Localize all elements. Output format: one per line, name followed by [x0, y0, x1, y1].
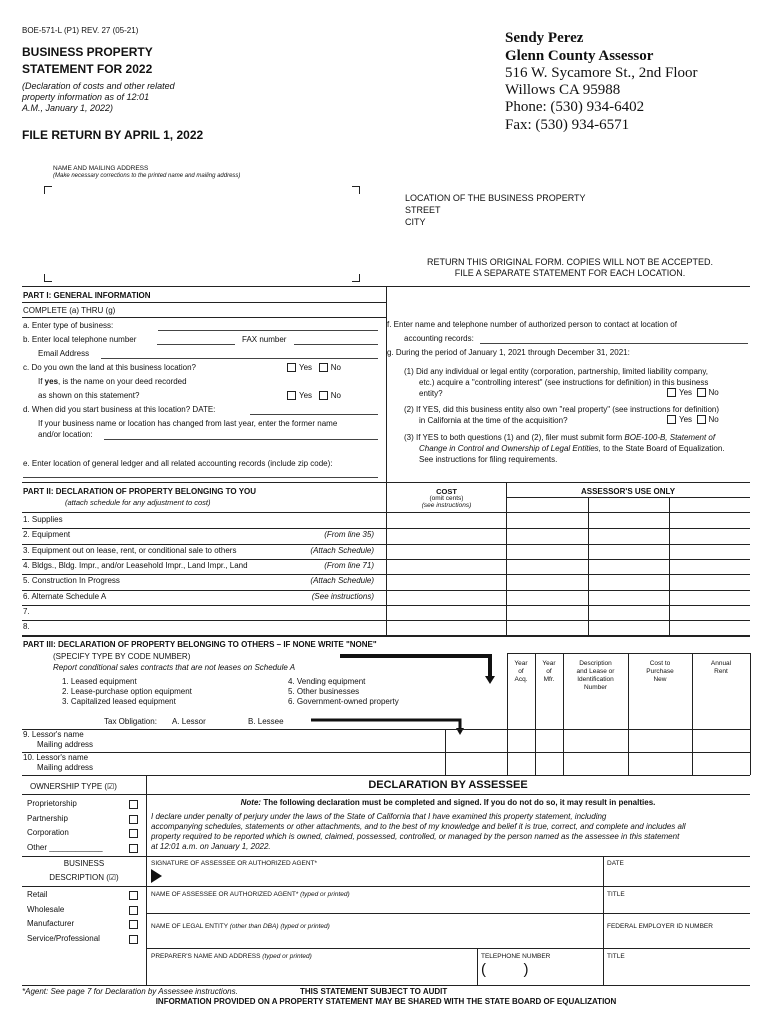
checkbox[interactable] — [129, 800, 138, 809]
phone-input[interactable] — [157, 344, 235, 345]
checkbox[interactable] — [129, 891, 138, 900]
fax-input[interactable] — [294, 344, 378, 345]
form-title-line2: STATEMENT FOR 2022 — [22, 62, 153, 76]
controlling-interest-choice[interactable]: Yes No — [667, 388, 719, 397]
part1-complete: COMPLETE (a) THRU (g) — [23, 306, 116, 315]
location-label: LOCATION OF THE BUSINESS PROPERTY — [405, 193, 586, 203]
checkbox[interactable] — [129, 935, 138, 944]
part3-column-header: Description and Lease or Identification Number — [576, 660, 615, 691]
cost-note-omit-cents: (omit cents) — [429, 495, 464, 502]
lessor-9: 9. Lessor's name Mailing address — [23, 730, 94, 749]
real-property-choice[interactable]: Yes No — [667, 415, 719, 424]
part2-row-label: 7. — [23, 606, 30, 616]
former-location-label: and/or location: — [38, 430, 93, 439]
ownership-type-item[interactable] — [27, 828, 141, 837]
mailing-address-label: NAME AND MAILING ADDRESS — [53, 165, 149, 172]
part2-cost-cell[interactable] — [387, 513, 505, 527]
start-date-input[interactable] — [250, 414, 378, 415]
business-type-label: a. Enter type of business: — [23, 321, 114, 330]
checkbox-yes[interactable] — [667, 415, 676, 424]
signature-label: SIGNATURE OF ASSESSEE OR AUTHORIZED AGENT* — [151, 860, 318, 867]
declaration-text: I declare under penalty of perjury under the laws of the State of California that I have examined this property statement, including accompanying schedules, statements or other attachments, and to the best of my knowledge and belief it is true, correct, and complete and includes all property required to be reported which is owned, claimed, possessed, controlled, or managed by the person named as the assessee in this statement at 12:01 a.m. on January 1, 2022. — [151, 812, 686, 851]
declaration-note: Note: The following declaration must be completed and signed. If you do not do so, it may result in penalties. — [240, 798, 656, 807]
checkbox[interactable] — [129, 844, 138, 853]
part2-row-reference: (Attach Schedule) — [310, 576, 374, 586]
business-description-item[interactable] — [27, 890, 141, 899]
lessor-option[interactable]: A. Lessor — [172, 717, 206, 726]
subtitle-line1: (Declaration of costs and other related — [22, 81, 175, 91]
controlling-interest-question: (1) Did any individual or legal entity (corporation, partnership, limited liability company, etc.) acquire a "controlling interest" (see instructions for definition) in this business entity? — [404, 367, 709, 398]
form-title-line1: BUSINESS PROPERTY — [22, 45, 153, 59]
subtitle-line3: A.M., January 1, 2022) — [22, 103, 114, 113]
part2-row-reference: (From line 35) — [324, 530, 374, 540]
start-date-label: d. When did you start business at this location? DATE: — [23, 405, 216, 414]
ownership-type-item[interactable] — [27, 843, 141, 852]
date-field[interactable] — [607, 868, 747, 885]
corner-mark — [44, 186, 52, 194]
lessee-option[interactable]: B. Lessee — [248, 717, 284, 726]
ownership-heading: OWNERSHIP TYPE (☑) — [30, 782, 117, 791]
part2-row-label: 5. Construction In Progress — [23, 576, 120, 586]
part2-cost-cell[interactable] — [387, 605, 505, 619]
fax-label: FAX number — [242, 335, 287, 344]
preparer-label: PREPARER'S NAME AND ADDRESS (typed or printed) — [151, 953, 312, 960]
title-label: TITLE — [607, 891, 625, 898]
checkbox-yes[interactable] — [287, 363, 296, 372]
audit-notice: THIS STATEMENT SUBJECT TO AUDIT — [300, 987, 448, 996]
part2-row-divider — [22, 574, 750, 575]
part3-column-header: Year of Acq. — [514, 660, 528, 683]
part2-heading: PART II: DECLARATION OF PROPERTY BELONGING TO YOU — [23, 487, 257, 496]
ownership-type-item[interactable] — [27, 814, 141, 823]
mailing-address-box[interactable] — [44, 186, 360, 282]
part2-row-divider — [22, 590, 750, 591]
business-description-label: Wholesale — [27, 904, 65, 914]
checkbox-no[interactable] — [697, 415, 706, 424]
part2-row-divider — [22, 620, 750, 621]
former-name-label: If your business name or location has changed from last year, enter the former name — [38, 419, 338, 428]
checkbox-yes[interactable] — [667, 388, 676, 397]
business-description-label: Manufacturer — [27, 919, 75, 928]
part2-row-label: 3. Equipment out on lease, rent, or conditional sale to others — [23, 545, 237, 555]
signature-field[interactable] — [170, 868, 600, 885]
mailing-address-note: (Make necessary corrections to the printed name and mailing address) — [53, 173, 241, 179]
part2-row-divider — [22, 544, 750, 545]
lessor-10: 10. Lessor's name Mailing address — [23, 753, 94, 772]
ownership-type-label: Other ____________ — [27, 842, 103, 852]
telephone-label: TELEPHONE NUMBER — [481, 953, 551, 960]
location-city: CITY — [405, 217, 426, 227]
period-label: g. During the period of January 1, 2021 through December 31, 2021: — [387, 348, 630, 357]
sign-here-arrow-icon — [151, 869, 163, 883]
subtitle-line2: property information as of 12:01 — [22, 92, 150, 102]
assessor-street: 516 W. Sycamore St., 2nd Floor — [505, 65, 698, 81]
assessor-phone: Phone: (530) 934-6402 — [505, 99, 645, 115]
part3-heading: PART III: DECLARATION OF PROPERTY BELONGING TO OTHERS – IF NONE WRITE "NONE" — [23, 640, 377, 649]
corner-mark — [352, 274, 360, 282]
part2-row-label: 2. Equipment — [23, 530, 71, 540]
assessor-office: Glenn County Assessor — [505, 48, 654, 64]
own-land-label: c. Do you own the land at this business location? — [23, 363, 196, 372]
checkbox-yes[interactable] — [287, 391, 296, 400]
title2-label: TITLE — [607, 953, 625, 960]
part2-cost-cell[interactable] — [387, 590, 505, 604]
cost-header: COST — [436, 487, 457, 496]
ledger-location-input[interactable] — [23, 477, 378, 478]
part2-row-reference: (Attach Schedule) — [310, 545, 374, 555]
tax-obligation-label: Tax Obligation: — [104, 717, 157, 726]
return-notice-line1: RETURN THIS ORIGINAL FORM. COPIES WILL NOT BE ACCEPTED. — [426, 257, 714, 267]
part2-cost-cell[interactable] — [387, 574, 505, 588]
real-property-question: (2) If YES, did this business entity also own "real property" (see instructions for definition) in California at the time of the acquisition? — [404, 405, 720, 425]
checkbox[interactable] — [129, 920, 138, 929]
checkbox-no[interactable] — [319, 363, 328, 372]
assessor-name: Sendy Perez — [505, 30, 584, 46]
fein-label: FEDERAL EMPLOYER ID NUMBER — [607, 923, 713, 930]
codes-left: 1. Leased equipment 2. Lease-purchase option equipment 3. Capitalized leased equipment — [62, 677, 192, 706]
part2-row-label: 1. Supplies — [23, 515, 63, 524]
telephone-field[interactable]: ( ) — [481, 961, 529, 978]
arrow-to-lessor-rows — [311, 716, 471, 740]
business-description-item[interactable] — [27, 919, 141, 928]
ownership-type-label: Corporation — [27, 828, 69, 837]
part2-row-reference: (See instructions) — [311, 591, 374, 601]
business-description-item[interactable] — [27, 905, 141, 914]
business-type-input[interactable] — [158, 330, 378, 331]
deed-shown-label: as shown on this statement? — [38, 391, 140, 400]
email-input[interactable] — [101, 358, 378, 359]
checkbox[interactable] — [129, 829, 138, 838]
assessor-fax: Fax: (530) 934-6571 — [505, 117, 630, 133]
corner-mark — [352, 186, 360, 194]
boe-sharing-notice: INFORMATION PROVIDED ON A PROPERTY STATEMENT MAY BE SHARED WITH THE STATE BOARD OF EQUALIZATION — [155, 997, 617, 1006]
part2-subheading: (attach schedule for any adjustment to cost) — [65, 498, 211, 507]
ledger-location-label: e. Enter location of general ledger and all related accounting records (include zip code): — [23, 459, 333, 468]
phone-label: b. Enter local telephone number — [23, 335, 137, 344]
assessors-use-header: ASSESSOR'S USE ONLY — [580, 487, 676, 496]
contact-person-label: f. Enter name and telephone number of authorized person to contact at location of — [387, 320, 677, 329]
agent-name-label: NAME OF ASSESSEE OR AUTHORIZED AGENT* (typed or printed) — [151, 891, 350, 898]
part2-cost-cell[interactable] — [387, 559, 505, 573]
agent-footnote: *Agent: See page 7 for Declaration by Assessee instructions. — [22, 987, 238, 996]
assessor-city: Willows CA 95988 — [505, 82, 621, 98]
date-label: DATE — [607, 860, 624, 867]
codes-right: 4. Vending equipment 5. Other businesses 6. Government-owned property — [288, 677, 399, 706]
ownership-type-label: Proprietorship — [27, 799, 77, 808]
part1-heading: PART I: GENERAL INFORMATION — [23, 291, 151, 300]
checkbox[interactable] — [129, 906, 138, 915]
contact-person-input[interactable] — [480, 343, 748, 344]
deed-label: If yes, is the name on your deed recorded — [38, 377, 187, 386]
corner-mark — [44, 274, 52, 282]
accounting-records-label: accounting records: — [404, 334, 474, 343]
location-street: STREET — [405, 205, 441, 215]
form-id: BOE-571-L (P1) REV. 27 (05-21) — [22, 26, 139, 35]
part2-row-label: 8. — [23, 622, 30, 632]
business-description-label: Retail — [27, 890, 48, 899]
return-notice-line2: FILE A SEPARATE STATEMENT FOR EACH LOCATION. — [454, 268, 686, 278]
part2-cost-cell[interactable] — [387, 544, 505, 558]
part3-column-header: Year of Mfr. — [542, 660, 556, 683]
checkbox-no[interactable] — [697, 388, 706, 397]
part3-column-header: Annual Rent — [710, 660, 732, 675]
part2-row-label: 4. Bldgs., Bldg. Impr., and/or Leasehold Impr., Land Impr., Land — [23, 560, 248, 570]
return-notice — [400, 257, 740, 279]
part2-row-reference: (From line 71) — [324, 560, 374, 570]
part2-row-divider — [22, 559, 750, 560]
part2-cost-cell[interactable] — [387, 620, 505, 634]
part2-row-divider — [22, 605, 750, 606]
part3-column-header: Cost to Purchase New — [646, 660, 674, 683]
deed-choice[interactable]: Yes No — [287, 391, 341, 400]
business-description-item[interactable] — [27, 934, 141, 943]
file-return-deadline: FILE RETURN BY APRIL 1, 2022 — [22, 128, 204, 142]
declaration-heading: DECLARATION BY ASSESSEE — [368, 779, 528, 791]
business-description-heading: BUSINESS — [63, 859, 105, 868]
ownership-type-item[interactable] — [27, 799, 141, 808]
legal-entity-label: NAME OF LEGAL ENTITY (other than DBA) (typed or printed) — [151, 923, 330, 930]
location-block[interactable] — [405, 192, 586, 228]
part2-row-label: 6. Alternate Schedule A — [23, 591, 107, 601]
own-land-choice[interactable]: Yes No — [287, 363, 341, 372]
checkbox-no[interactable] — [319, 391, 328, 400]
conditional-sales-note: Report conditional sales contracts that are not leases on Schedule A — [53, 663, 296, 672]
checkbox[interactable] — [129, 815, 138, 824]
specify-type-label: (SPECIFY TYPE BY CODE NUMBER) — [53, 652, 191, 661]
part2-cost-cell[interactable] — [387, 528, 505, 542]
boe-100b-instruction: (3) If YES to both questions (1) and (2), filer must submit form BOE-100-B, Statement of Change in Control and Ownership of Legal Entities, to the State Board of Equalization. See instructions for filing requirements. — [404, 433, 725, 464]
ownership-type-label: Partnership — [27, 813, 68, 823]
cost-note-instructions: (see instructions) — [421, 502, 472, 509]
business-description-label: Service/Professional — [27, 933, 100, 943]
business-description-subheading: DESCRIPTION (☑) — [49, 873, 119, 882]
former-name-input[interactable] — [104, 439, 378, 440]
part2-row-divider — [22, 528, 750, 529]
email-label: Email Address — [38, 349, 90, 358]
